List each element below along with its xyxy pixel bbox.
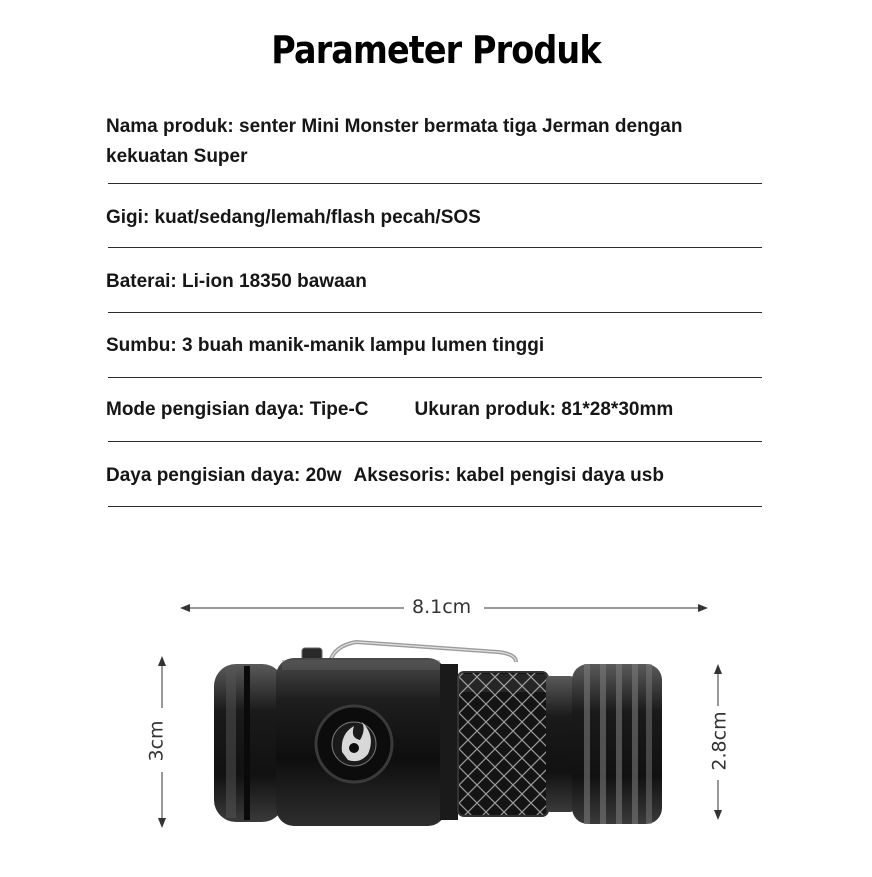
divider <box>108 247 762 248</box>
spec-charging-power: Daya pengisian daya: 20w <box>106 465 342 486</box>
product-figure <box>0 560 872 872</box>
divider <box>108 183 762 184</box>
spec-product-name-line1: Nama produk: senter Mini Monster bermata tiga Jerman dengan <box>106 116 683 137</box>
flame-logo-icon <box>316 706 392 782</box>
page-title: Parameter Produk <box>271 28 601 72</box>
divider <box>108 377 762 378</box>
spec-product-name <box>106 112 806 172</box>
spec-battery: Baterai: Li-ion 18350 bawaan <box>106 271 367 292</box>
spec-row-power-accessories <box>106 461 806 491</box>
spec-wick: Sumbu: 3 buah manik-manik lampu lumen tinggi <box>106 335 545 356</box>
spec-accessories: Aksesoris: kabel pengisi daya usb <box>353 465 664 486</box>
divider <box>108 441 762 442</box>
height-left-label: 3cm <box>145 720 168 762</box>
spec-size: Ukuran produk: 81*28*30mm <box>414 399 674 420</box>
height-right-label: 2.8cm <box>708 711 731 771</box>
spec-row-charging-size <box>106 395 806 425</box>
spec-charging-mode: Mode pengisian daya: Tipe-C <box>106 399 369 420</box>
divider <box>108 312 762 313</box>
length-label: 8.1cm <box>412 596 472 618</box>
spec-gear: Gigi: kuat/sedang/lemah/flash pecah/SOS <box>106 207 481 228</box>
flashlight-head <box>546 664 662 824</box>
spec-product-name-line2: kekuatan Super <box>106 146 248 167</box>
knurled-tube <box>458 672 548 816</box>
divider <box>108 506 762 507</box>
